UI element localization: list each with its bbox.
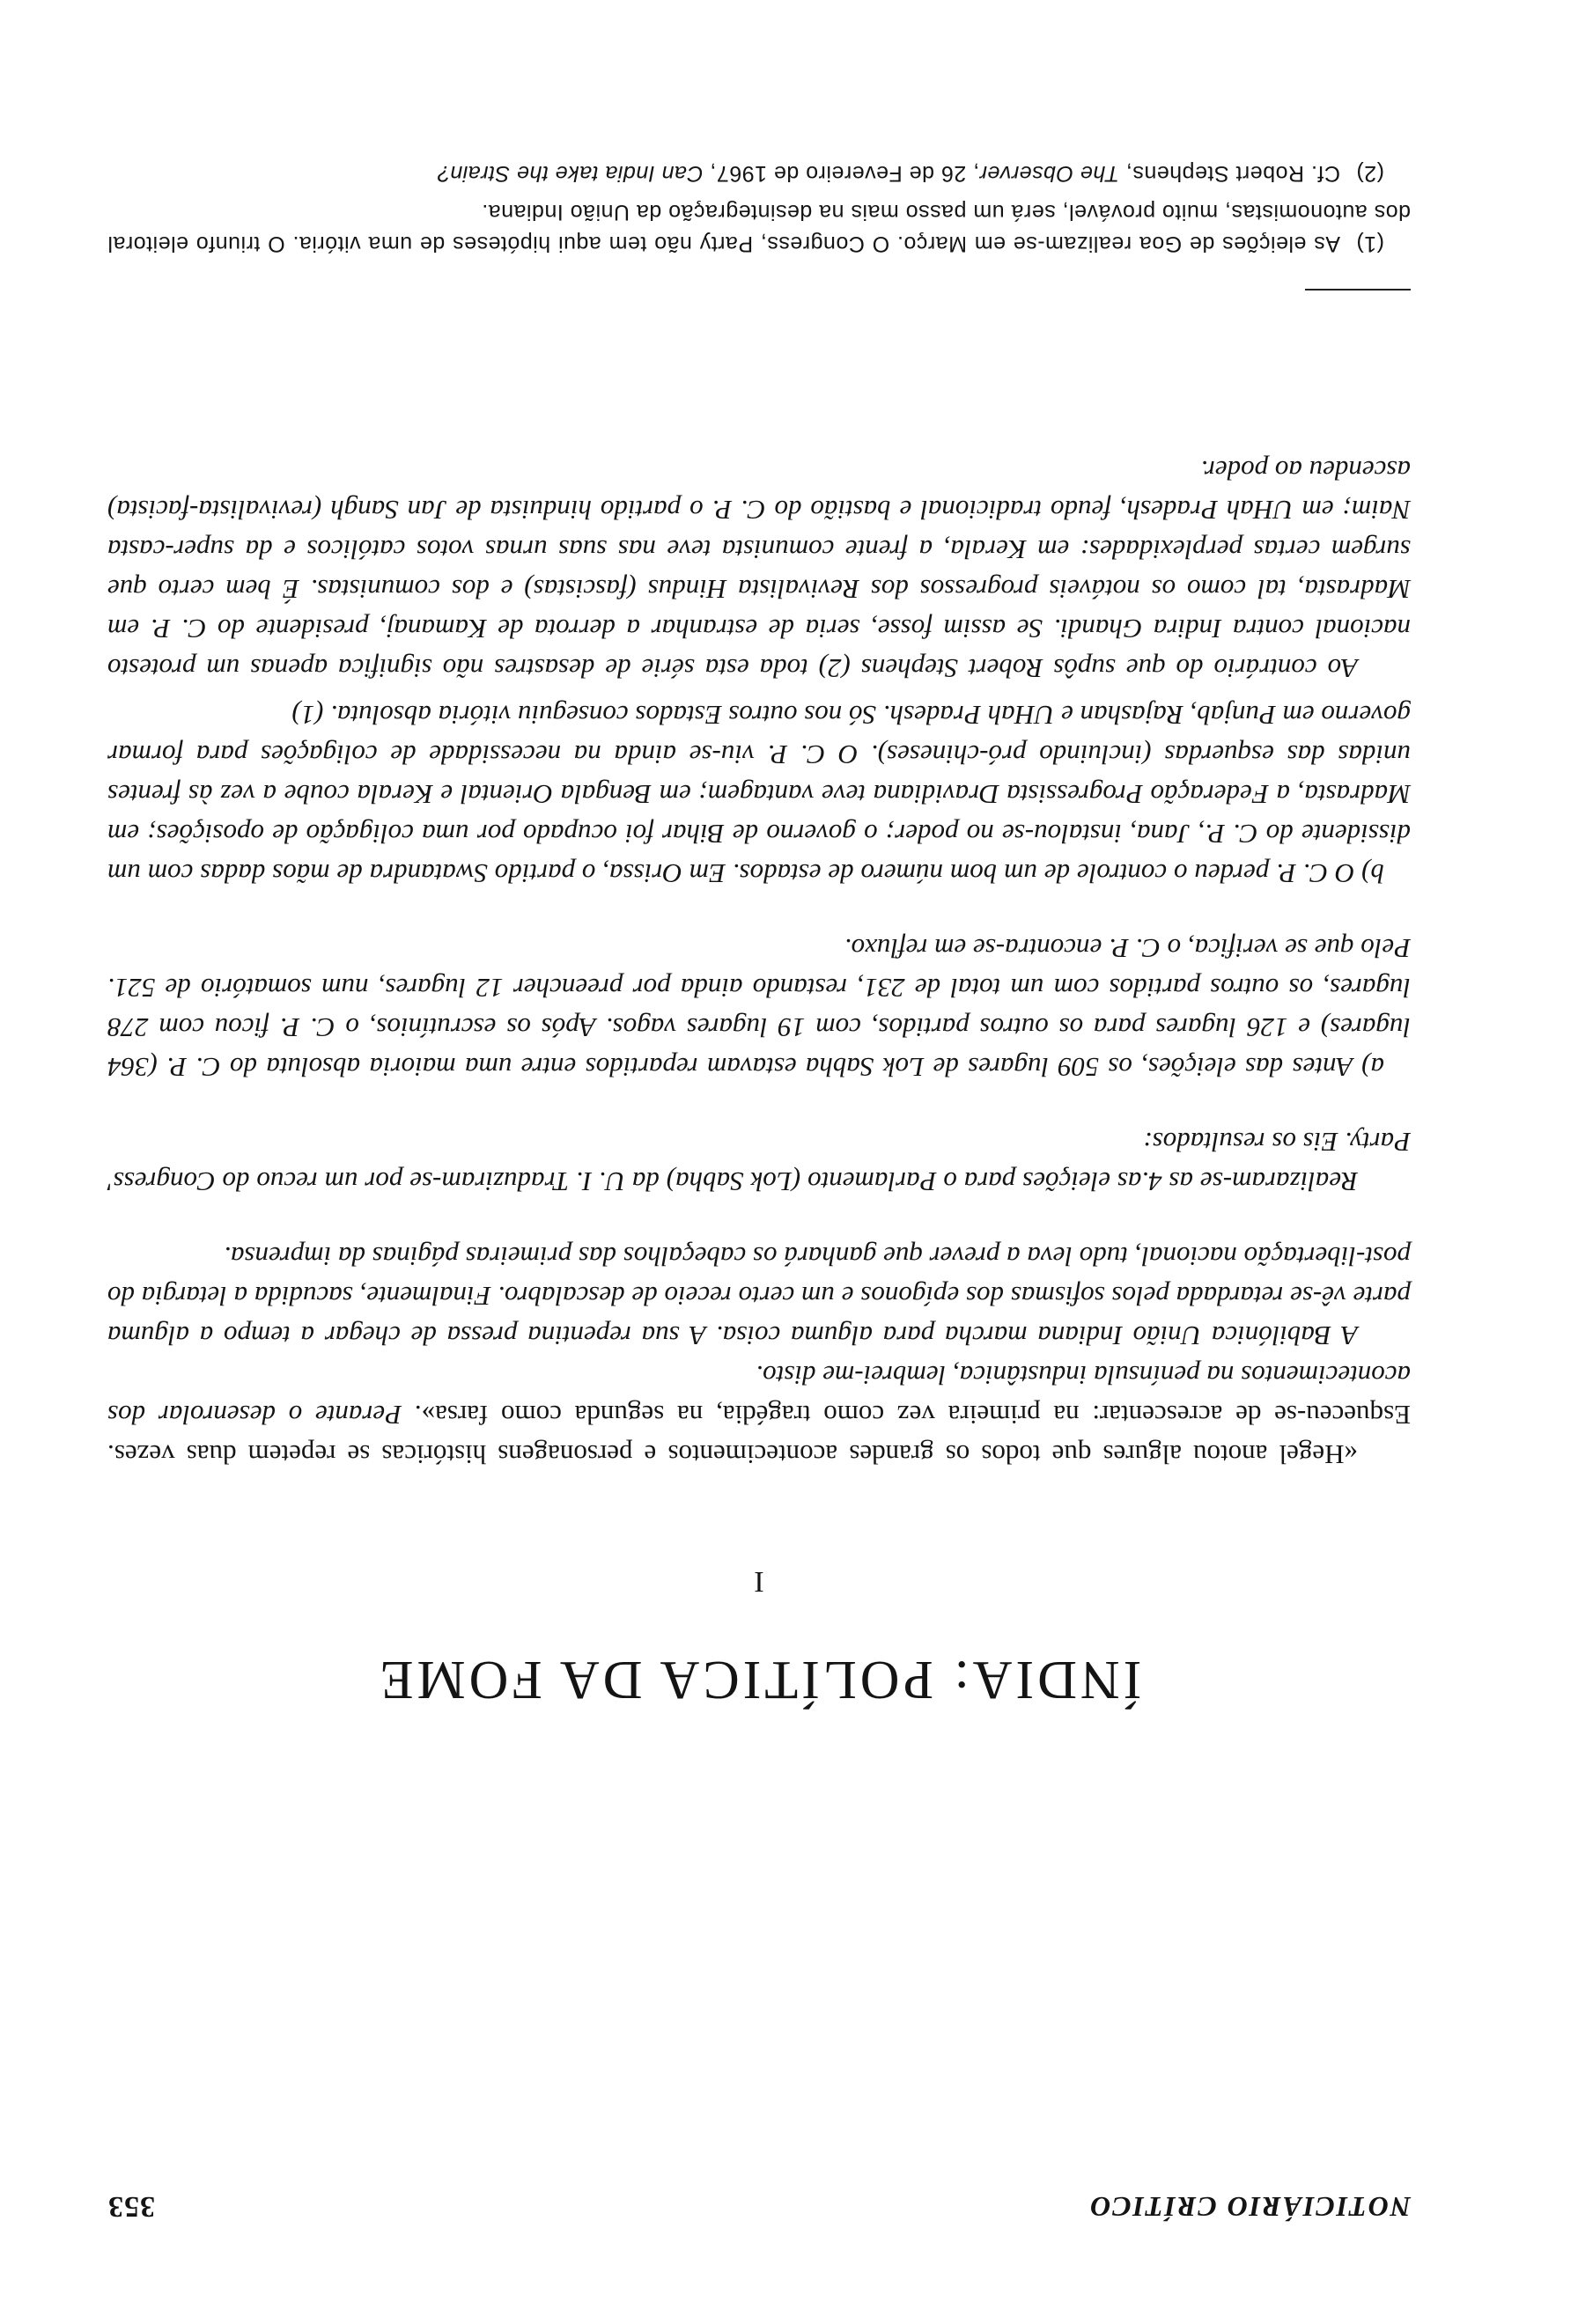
list-item-a: a) Antes das eleições, os 509 lugares de Lok Sabha estavam repartidos entre uma maioria absoluta do C. P. (364 lugares) e 126 lugares para os outros partidos, com 19 lugares vagos. Após os escrutínios, o C. P. ficou com 278 lugares, os outros partidos com um total de 231, restando ainda por preencher 12 lugares, num somatório de 521. Pelo que se verifica, o C. P. encontra-se em refluxo. <box>107 933 1411 1083</box>
footnote-divider <box>1305 289 1411 290</box>
page-number: 353 <box>107 2190 155 2223</box>
footnote-number: (2) <box>1355 161 1384 186</box>
section-number: I <box>754 1565 764 1598</box>
footnotes <box>107 158 1411 260</box>
footnote-text: As eleições de Goa realizam-se em Março. O Congress, Party não tem aqui hipóteses de uma vitória. O triunfo eleitoral dos autonomistas, muito provável, será um passo mais na desintegração da União Indiana. <box>107 200 1411 256</box>
footnote-source: The Observer <box>979 161 1120 186</box>
paragraph: Realizaram-se as 4.as eleições para o Parlamento (Lok Sabha) da U. I. Traduziram-se por um recuo do Congress' Party. Eis os resultados: <box>107 1127 1411 1197</box>
paragraph: A Babilónica União Indiana marcha para alguma coisa. A sua repentina pressa de chegar a tempo a alguma parte vê-se retardada pelos sofismas dos epígonos e um certo receio de descalabro. Finalmente, sacudida a letargia do post-libertação nacional, tudo leva a prever que ganhará os cabeçalhos das primeiras páginas da imprensa. <box>107 1241 1411 1351</box>
article-title: ÍNDIA: POLÍTICA DA FOME <box>376 1650 1142 1710</box>
footnote-1 <box>107 196 1411 260</box>
running-header <box>107 2189 1411 2223</box>
footnote-number: (1) <box>1355 232 1384 256</box>
footnote-text: , 26 de Fevereiro de 1967, <box>703 161 980 186</box>
footnote-2 <box>107 158 1411 189</box>
quote-comment: Perante o desenrolar dos acontecimentos na península industânica, lembrei-me disto. <box>107 1360 1411 1430</box>
journal-name: NOTICIÁRIO CRÍTICO <box>1088 2191 1411 2223</box>
list-item-b: b) O C. P. perdeu o controle de um bom número de estados. Em Orissa, o partido Swatandra de mãos dadas com um dissidente do C. P., Jana, instalou-se no poder; o governo de Bihar foi ocupado por uma coligação de oposições; em Madrasta, a Federação Progressista Dravidiana teve vantagem; em Bengala Oriental e Kerala coube a vez às frentes unidas das esquerdas (incluindo pró-chineses). O C. P. viu-se ainda na necessidade de coligações para formar governo em Punjab, Rajashan e UHah Pradesh. Só nos outros Estados conseguiu vitória absoluta. (1) <box>107 700 1411 889</box>
footnote-text: Cf. Robert Stephens, <box>1119 161 1340 186</box>
paragraph-quote <box>107 1356 1411 1475</box>
footnote-article-title: Can India take the Strain? <box>437 161 704 186</box>
quote-text: «Hegel anotou algures que todos os grandes acontecimentos e personagens históricas se repetem duas vezes. Esqueceu-se de acrescentar: na primeira vez como tragédia, na segunda como farsa». <box>107 1400 1411 1470</box>
article-body <box>107 451 1411 1475</box>
paragraph: Ao contrário do que supôs Robert Stephens (2) toda esta série de desastres não significa apenas um protesto nacional contra Indira Ghandi. Se assim fosse, seria de estranhar a derrota de Kamanaj, presidente do C. P. em Madrasta, tal como os notáveis progressos dos Revivalista Hindus (fascistas) e dos comunistas. É bem certo que surgem certas perplexidades: em Kerala, a frente comunista teve nas suas urnas votos católicos e da super-casta Naim; em UHah Pradesh, feudo tradicional e bastião do C. P. o partido hinduista de Jan Sangh (revivalista-facista) ascendeu ao poder. <box>107 455 1411 684</box>
